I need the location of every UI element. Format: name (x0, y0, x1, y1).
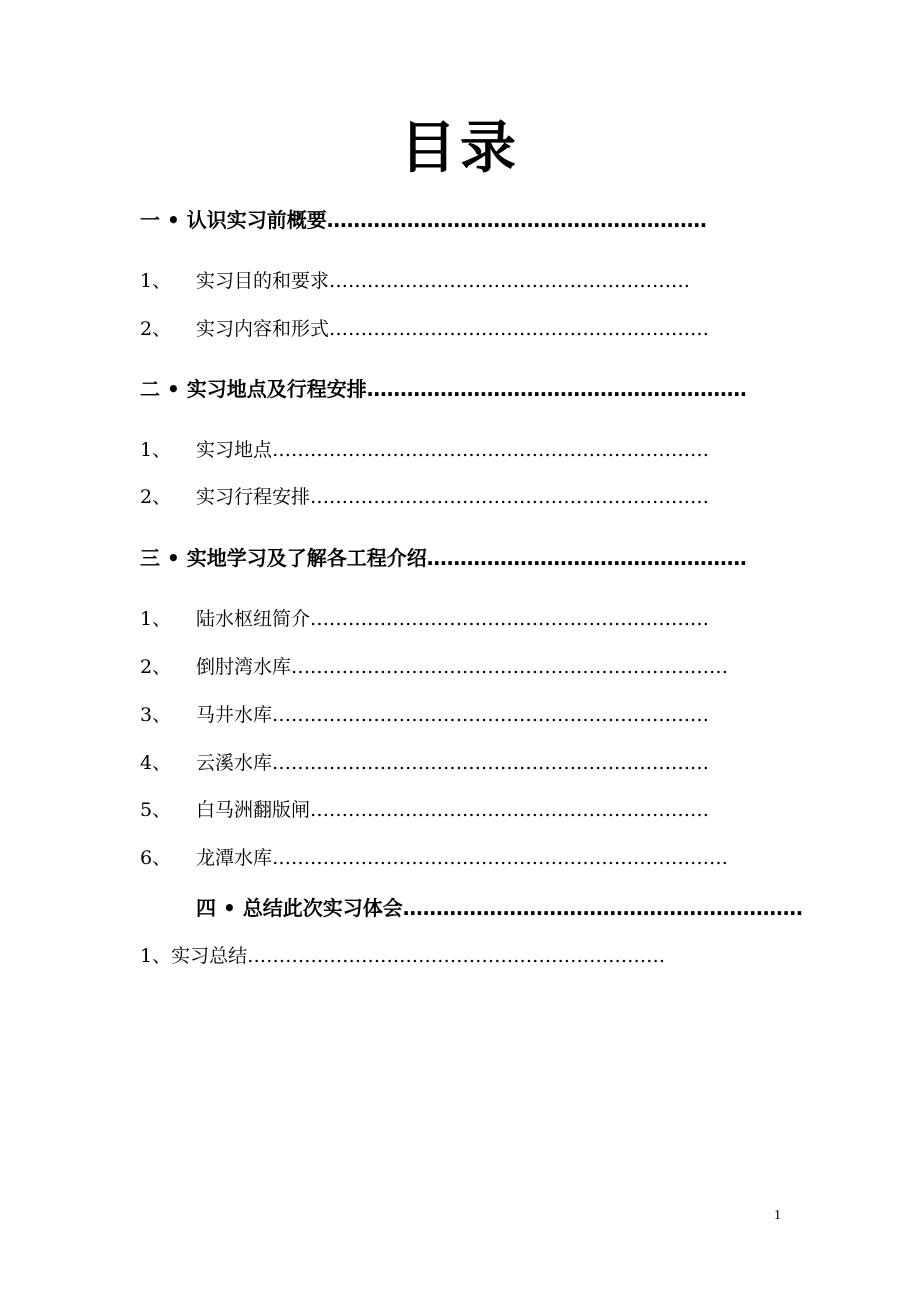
toc-item-1-1 (140, 268, 690, 294)
toc-leader-dots: …………………………………………………………… (272, 752, 710, 774)
toc-item-number: 1、 (140, 945, 172, 967)
toc-section-2 (140, 376, 747, 402)
toc-section-title: 二 • 实习地点及行程安排 (140, 377, 367, 401)
toc-item-3-2 (140, 654, 728, 680)
toc-item-number: 5、 (140, 799, 172, 821)
toc-item-title: 实习内容和形式 (196, 318, 330, 340)
toc-item-title: 龙潭水库 (196, 847, 273, 869)
toc-item-title: 云溪水库 (196, 752, 273, 774)
toc-section-title: 三 • 实地学习及了解各工程介绍 (140, 546, 427, 570)
toc-item-title: 实习行程安排 (196, 486, 311, 508)
toc-item-number: 1、 (140, 439, 172, 461)
toc-item-title: 马井水库 (196, 704, 273, 726)
toc-item-number: 4、 (140, 752, 172, 774)
toc-leader-dots: ……………………………………………………………… (272, 847, 729, 869)
toc-item-1-2 (140, 316, 709, 342)
toc-leader-dots: …………………………………………………………… (272, 704, 710, 726)
toc-item-number: 2、 (140, 656, 172, 678)
toc-item-number: 1、 (140, 270, 172, 292)
toc-item-number: 2、 (140, 486, 172, 508)
toc-item-title: 陆水枢纽简介 (196, 608, 311, 630)
toc-leader-dots: ………………………………………………… (329, 270, 691, 292)
toc-item-3-4 (140, 750, 709, 776)
toc-leader-dots: …………………………………………………………… (291, 656, 729, 678)
toc-leader-dots: ………………………………………… (426, 546, 747, 570)
toc-item-title: 实习总结 (171, 945, 248, 967)
toc-leader-dots: …………………………………………………… (402, 896, 803, 920)
toc-leader-dots: ………………………………………………………… (247, 945, 666, 967)
toc-item-title: 白马洲翻版闸 (196, 799, 311, 821)
toc-item-title: 实习地点 (196, 439, 273, 461)
toc-item-number: 1、 (140, 608, 172, 630)
toc-item-4-1 (140, 943, 665, 969)
toc-item-2-1 (140, 437, 709, 463)
toc-item-title: 实习目的和要求 (196, 270, 330, 292)
toc-item-2-2 (140, 484, 709, 510)
toc-leader-dots: ……………………………………………………… (310, 799, 710, 821)
page-title: 目录 (400, 116, 520, 181)
toc-section-title: 四 • 总结此次实习体会 (196, 896, 403, 920)
toc-item-3-3 (140, 702, 709, 728)
toc-item-3-5 (140, 797, 709, 823)
toc-section-1 (140, 207, 707, 233)
toc-item-number: 3、 (140, 704, 172, 726)
toc-item-title: 倒肘湾水库 (196, 656, 292, 678)
toc-leader-dots: ………………………………………………… (366, 377, 747, 401)
toc-item-number: 2、 (140, 318, 172, 340)
toc-leader-dots: …………………………………………………… (329, 318, 710, 340)
toc-item-number: 6、 (140, 847, 172, 869)
toc-leader-dots: …………………………………………………………… (272, 439, 710, 461)
page-number: 1 (774, 1208, 781, 1223)
toc-item-3-1 (140, 606, 709, 632)
toc-leader-dots: ………………………………………………… (326, 208, 707, 232)
toc-leader-dots: ……………………………………………………… (310, 486, 710, 508)
toc-section-3 (140, 545, 747, 571)
toc-leader-dots: ……………………………………………………… (310, 608, 710, 630)
toc-section-4 (196, 895, 803, 921)
toc-item-3-6 (140, 845, 728, 871)
toc-section-title: 一 • 认识实习前概要 (140, 208, 327, 232)
